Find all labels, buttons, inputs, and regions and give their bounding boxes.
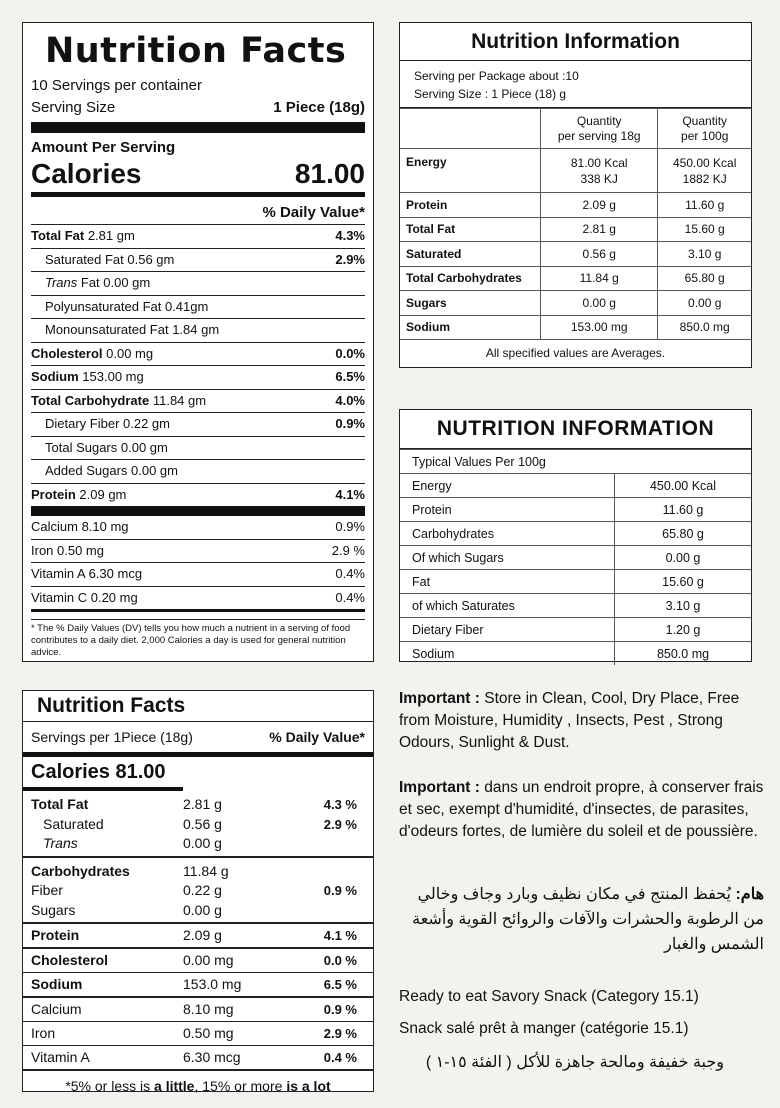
table-subtitle-row: Typical Values Per 100g: [400, 450, 751, 474]
footnote: * The % Daily Values (DV) tells you how much a nutrient in a serving of food contributes to a daily diet. 2,000 Calories a day is used for general nutrition advice.: [31, 619, 365, 659]
nutrient-single: Protein 2.09 g 4.1 %: [23, 924, 373, 949]
vitamin-row: Vitamin A 6.30 mcg 0.4%: [31, 563, 365, 587]
table-row: Carbohydrates 65.80 g: [400, 522, 751, 546]
typical-values-table: [399, 409, 752, 662]
vitamin-row: Calcium 8.10 mg 0.9%: [31, 516, 365, 540]
nutrient-row: Total Fat 2.81 gm 4.3%: [31, 225, 365, 249]
thick-divider: [31, 506, 365, 516]
table-row: Protein 11.60 g: [400, 498, 751, 522]
table-row: Saturated 0.56 g 3.10 g: [400, 242, 751, 267]
category-ar: وجبة خفيفة ومالحة جاهزة للأكل ( الفئة ١٥-١ ): [425, 1054, 724, 1071]
nutrient-rows: [31, 225, 365, 506]
values-table: [400, 449, 751, 665]
medium-divider: [31, 192, 365, 197]
nutrient-single: Vitamin A 6.30 mcg 0.4 %: [23, 1046, 373, 1071]
category-fr: Snack salé prêt à manger (catégorie 15.1): [399, 1020, 689, 1037]
panel-title: Nutrition Facts: [23, 691, 373, 722]
table-row: Protein 2.09 g 11.60 g: [400, 193, 751, 218]
storage-note-ar: هام: يُحفظ المنتج في مكان نظيف وبارد وجاف وخالي من الرطوبة والحشرات والآفات والروائح القوية وأشعة الشمس والغبار: [412, 886, 764, 953]
panel-title: Nutrition Information: [400, 23, 751, 61]
footnote: All specified values are Averages.: [485, 346, 666, 360]
footnote: *5% or less is a little, 15% or more is a lot: [65, 1078, 331, 1094]
storage-note-en: Important : Store in Clean, Cool, Dry Place, Free from Moisture, Humidity , Insects, Pest , Strong Odours, Sunlight & Dust.: [399, 690, 740, 751]
nutrient-table: [400, 108, 751, 340]
table-row: Sodium 153.00 mg 850.0 mg: [400, 315, 751, 340]
table-row: Of which Sugars 0.00 g: [400, 546, 751, 570]
nutrient-row: Added Sugars 0.00 gm: [31, 460, 365, 484]
nutrient-row: Saturated 0.56 g 2.9 %: [43, 815, 357, 832]
nutrient-single: Iron 0.50 mg 2.9 %: [23, 1022, 373, 1046]
carb-block: [23, 858, 373, 925]
storage-note-fr: Important : dans un endroit propre, à conserver frais et sec, exempt d'humidité, d'insectes, de parasites, d'odeurs fortes, de lumière du soleil et de poussière.: [399, 779, 764, 840]
vitamin-row: Vitamin C 0.20 mg 0.4%: [31, 587, 365, 613]
nutrient-row: Fiber 0.22 g 0.9 %: [31, 882, 357, 898]
fat-block: [23, 791, 373, 858]
nutrient-row: Total Sugars 0.00 gm: [31, 437, 365, 461]
nutrient-row: Dietary Fiber 0.22 gm 0.9%: [31, 413, 365, 437]
nutrient-row: Saturated Fat 0.56 gm 2.9%: [31, 249, 365, 273]
table-row: Dietary Fiber 1.20 g: [400, 618, 751, 642]
panel-title: NUTRITION INFORMATION: [400, 410, 751, 449]
nutrition-facts-label: [22, 22, 374, 662]
servings-row: Servings per 1Piece (18g) % Daily Value*: [31, 729, 365, 745]
table-row: Energy 81.00 Kcal 338 KJ 450.00 Kcal 1882 KJ: [400, 149, 751, 193]
vitamin-rows: [31, 516, 365, 612]
nutrient-row: Total Fat 2.81 g 4.3 %: [31, 796, 357, 812]
serving-size: Serving Size 1 Piece (18g): [31, 99, 365, 116]
thick-divider: [31, 122, 365, 133]
table-row: Fat 15.60 g: [400, 570, 751, 594]
category-en: Ready to eat Savory Snack (Category 15.1): [399, 988, 699, 1005]
calories-row: Calories 81.00: [31, 158, 365, 189]
nutrient-row: Carbohydrates 11.84 g: [31, 862, 229, 879]
nutrient-row: Trans 0.00 g: [43, 835, 222, 851]
nutrition-facts-compact: [22, 690, 374, 1092]
daily-value-header: % Daily Value*: [31, 202, 365, 225]
package-info: Serving per Package about :10 Serving Size : 1 Piece (18) g: [400, 61, 751, 108]
nutrient-row: Protein 2.09 gm 4.1%: [31, 486, 365, 502]
calories-row: Calories 81.00: [31, 761, 166, 783]
table-header-row: Quantity per serving 18g Quantity per 100g: [400, 109, 751, 149]
nutrition-information-table: [399, 22, 752, 368]
table-row: Sugars 0.00 g 0.00 g: [400, 291, 751, 316]
amount-per-serving: Amount Per Serving: [31, 139, 176, 156]
servings-per-container: 10 Servings per container: [31, 77, 202, 94]
nutrient-row: Sodium 153.00 mg 6.5%: [31, 366, 365, 390]
table-row: of which Saturates 3.10 g: [400, 594, 751, 618]
nutrient-single: Cholesterol 0.00 mg 0.0 %: [23, 949, 373, 973]
nutrient-row: Polyunsaturated Fat 0.41gm: [31, 296, 365, 320]
table-row: Total Carbohydrates 11.84 g 65.80 g: [400, 266, 751, 291]
table-row: Total Fat 2.81 g 15.60 g: [400, 217, 751, 242]
nutrient-row: Total Carbohydrate 11.84 gm 4.0%: [31, 390, 365, 414]
panel-title: Nutrition Facts: [45, 31, 347, 71]
nutrient-single: Sodium 153.0 mg 6.5 %: [23, 973, 373, 998]
nutrient-row: Monounsaturated Fat 1.84 gm: [31, 319, 365, 343]
table-row: Sodium 850.0 mg: [400, 642, 751, 666]
nutrient-single: Calcium 8.10 mg 0.9 %: [23, 998, 373, 1022]
nutrient-row: Sugars 0.00 g: [31, 901, 222, 918]
vitamin-row: Iron 0.50 mg 2.9 %: [31, 540, 365, 564]
table-row: Energy 450.00 Kcal: [400, 474, 751, 498]
nutrient-row: Trans Fat 0.00 gm: [31, 272, 365, 296]
nutrient-row: Cholesterol 0.00 mg 0.0%: [31, 343, 365, 367]
